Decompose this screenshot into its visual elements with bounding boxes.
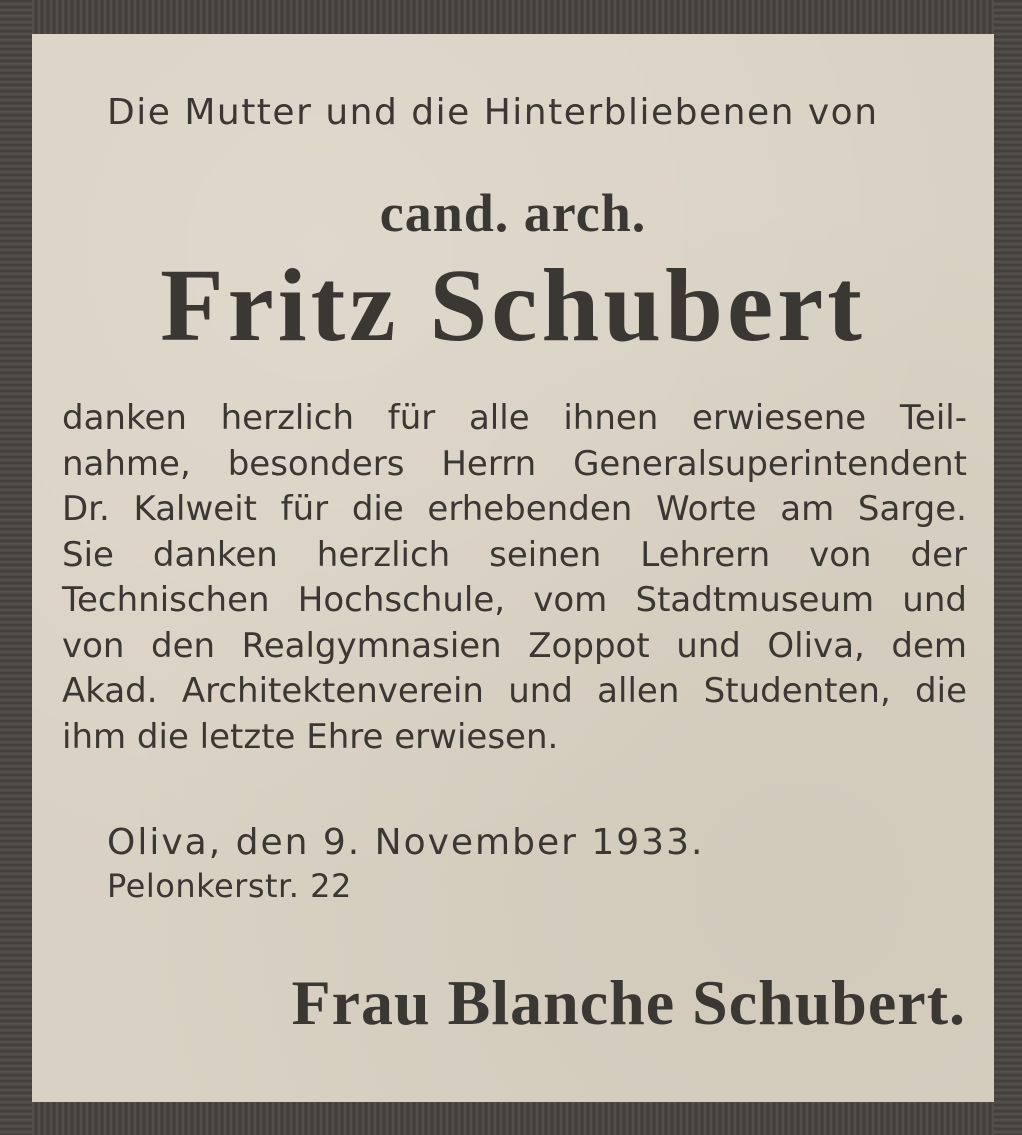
body-line: von den Realgymnasien Zoppot und Oliva, dem xyxy=(62,625,967,666)
mourning-border-top xyxy=(0,0,1022,34)
body-line: Technischen Hochschule, vom Stadtmuseum und xyxy=(62,580,967,620)
title-prefix: cand. arch. xyxy=(379,183,647,243)
body-line: Akad. Architektenverein und allen Studenten, die xyxy=(62,671,967,711)
body-line: ihm die letzte Ehre erwiesen. xyxy=(62,716,559,757)
intro-line: Die Mutter und die Hinterbliebenen von xyxy=(107,92,879,133)
address: Pelonkerstr. 22 xyxy=(107,867,352,905)
body-line: Dr. Kalweit für die erhebenden Worte am Sarge. xyxy=(62,489,967,529)
place-date: Oliva, den 9. November 1933. xyxy=(107,822,705,863)
deceased-name: Fritz Schubert xyxy=(160,248,866,363)
body-line: Sie danken herzlich seinen Lehrern von der xyxy=(62,534,967,575)
body-line: nahme, besonders Herrn Generalsuperintendent xyxy=(62,443,967,484)
mourning-border-right xyxy=(994,0,1022,1135)
body-line: danken herzlich für alle ihnen erwiesene Teil- xyxy=(62,398,967,438)
mourning-border-left xyxy=(0,0,32,1135)
mourning-border-bottom xyxy=(0,1102,1022,1135)
notice-paper xyxy=(32,34,994,1102)
thanks-paragraph xyxy=(62,396,967,760)
signature: Frau Blanche Schubert. xyxy=(291,967,966,1038)
